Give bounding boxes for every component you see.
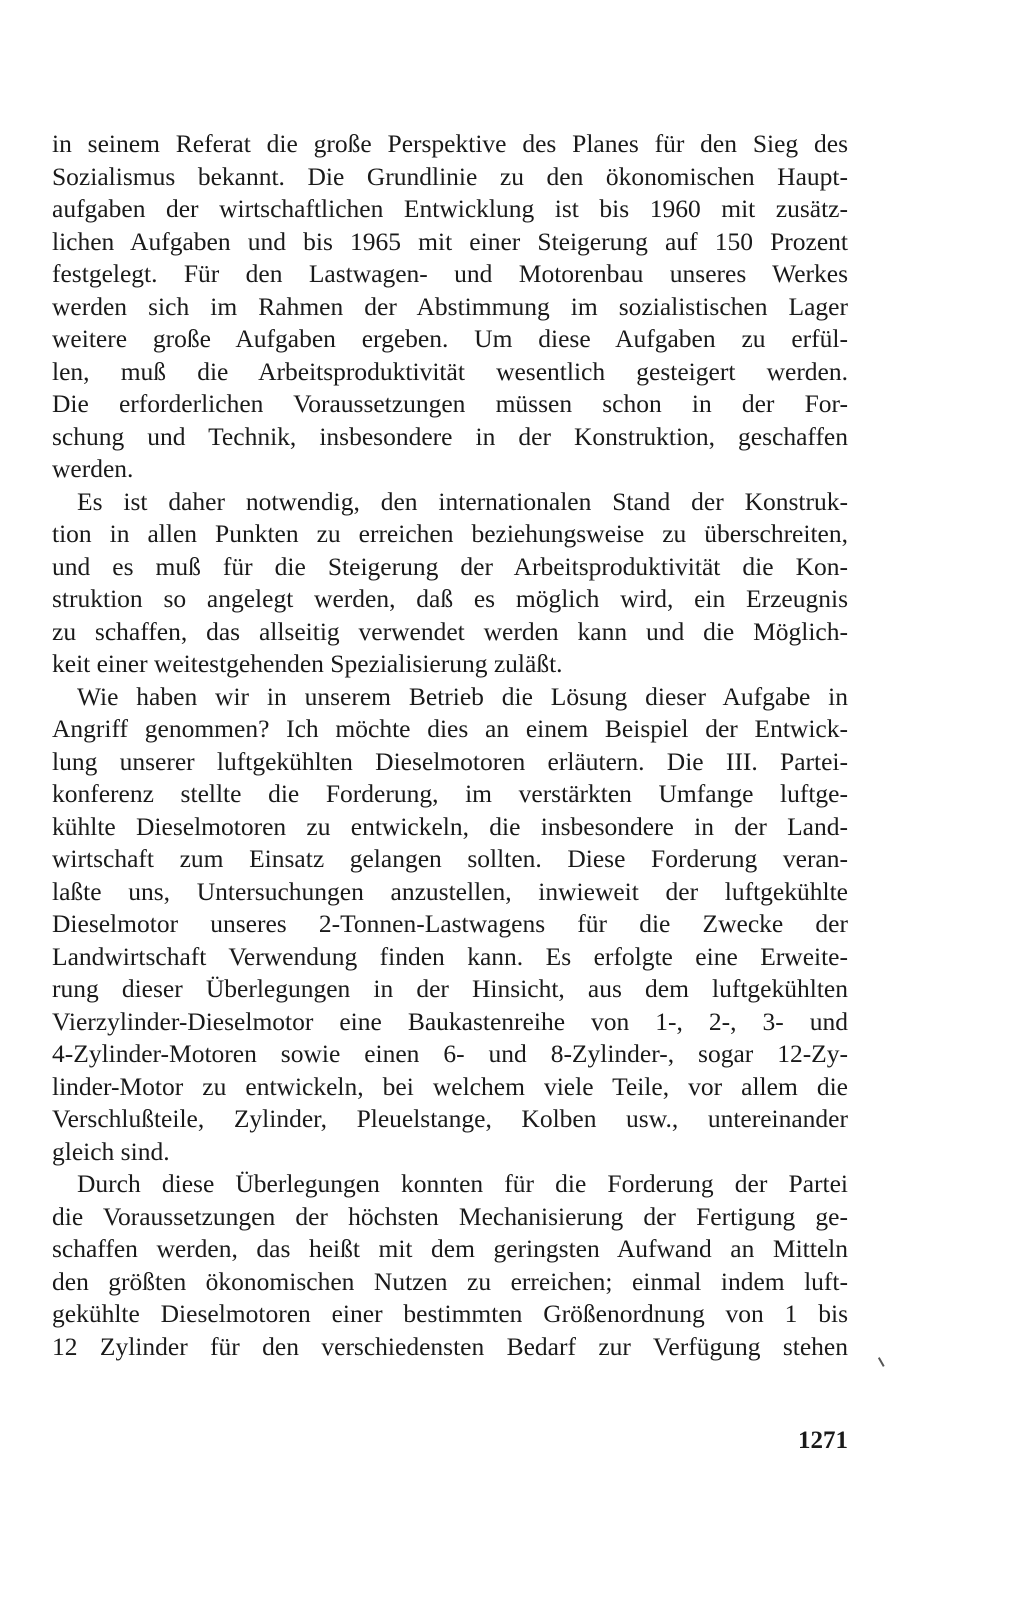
body-text — [52, 128, 848, 1363]
text-line: lichen Aufgaben und bis 1965 mit einer Steigerung auf 150 Prozent — [52, 226, 848, 256]
text-line: linder-Motor zu entwickeln, bei welchem viele Teile, vor allem die — [52, 1071, 848, 1101]
paragraph-3 — [52, 681, 848, 1169]
text-line: 4-Zylinder-Motoren sowie einen 6- und 8-Zylinder-, sogar 12-Zy- — [52, 1039, 848, 1068]
text-line: den größten ökonomischen Nutzen zu erreichen; einmal indem luft- — [52, 1266, 848, 1296]
paragraph-2 — [52, 486, 848, 681]
text-line: gekühlte Dieselmotoren einer bestimmten Größenordnung von 1 bis — [52, 1299, 848, 1328]
text-line: lung unserer luftgekühlten Dieselmotoren erläutern. Die III. Partei- — [52, 746, 848, 776]
text-line: festgelegt. Für den Lastwagen- und Motorenbau unseres Werkes — [52, 259, 848, 288]
text-line: die Voraussetzungen der höchsten Mechanisierung der Fertigung ge- — [52, 1201, 848, 1231]
text-line: Durch diese Überlegungen konnten für die Forderung der Partei — [77, 1169, 848, 1198]
text-line: konferenz stellte die Forderung, im verstärkten Umfange luftge- — [52, 779, 848, 808]
text-line: laßte uns, Untersuchungen anzustellen, inwieweit der luftgekühlte — [52, 876, 848, 906]
text-line: keit einer weitestgehenden Spezialisierung zuläßt. — [52, 649, 563, 678]
text-line: kühlte Dieselmotoren zu entwickeln, die insbesondere in der Land- — [52, 811, 848, 841]
text-line: len, muß die Arbeitsproduktivität wesentlich gesteigert werden. — [52, 356, 848, 386]
text-line: struktion so angelegt werden, daß es möglich wird, ein Erzeugnis — [52, 584, 848, 613]
text-line: aufgaben der wirtschaftlichen Entwicklung ist bis 1960 mit zusätz- — [52, 194, 848, 223]
text-line: tion in allen Punkten zu erreichen beziehungsweise zu überschreiten, — [52, 519, 848, 548]
text-line: gleich sind. — [52, 1136, 170, 1166]
page-number: 1271 — [798, 1427, 848, 1454]
text-line: Angriff genommen? Ich möchte dies an einem Beispiel der Entwick- — [52, 714, 848, 743]
text-line: Es ist daher notwendig, den internationalen Stand der Konstruk- — [77, 486, 848, 516]
text-line: schung und Technik, insbesondere in der Konstruktion, geschaffen — [52, 421, 848, 451]
text-line: wirtschaft zum Einsatz gelangen sollten. Diese Forderung veran- — [52, 844, 848, 873]
text-line: werden. — [52, 454, 134, 483]
text-line: Landwirtschaft Verwendung finden kann. Es erfolgte eine Erweite- — [52, 941, 848, 971]
text-line: Die erforderlichen Voraussetzungen müssen schon in der For- — [52, 389, 848, 418]
text-line: zu schaffen, das allseitig verwendet werden kann und die Möglich- — [52, 616, 848, 646]
stray-mark — [878, 1355, 888, 1367]
text-line: Wie haben wir in unserem Betrieb die Lösung dieser Aufgabe in — [77, 681, 848, 711]
paragraph-4 — [52, 1168, 848, 1363]
text-line: 12 Zylinder für den verschiedensten Bedarf zur Verfügung stehen — [52, 1331, 848, 1361]
text-line: Vierzylinder-Dieselmotor eine Baukastenreihe von 1-, 2-, 3- und — [52, 1006, 848, 1036]
text-line: und es muß für die Steigerung der Arbeitsproduktivität die Kon- — [52, 551, 848, 581]
text-line: rung dieser Überlegungen in der Hinsicht, aus dem luftgekühlten — [52, 974, 848, 1003]
text-line: Sozialismus bekannt. Die Grundlinie zu den ökonomischen Haupt- — [52, 161, 848, 191]
text-line: weitere große Aufgaben ergeben. Um diese Aufgaben zu erfül- — [52, 324, 848, 353]
text-line: schaffen werden, das heißt mit dem geringsten Aufwand an Mitteln — [52, 1234, 848, 1263]
text-line: in seinem Referat die große Perspektive des Planes für den Sieg des — [52, 129, 848, 158]
paragraph-1 — [52, 128, 848, 486]
text-line: werden sich im Rahmen der Abstimmung im sozialistischen Lager — [52, 291, 848, 321]
text-line: Dieselmotor unseres 2-Tonnen-Lastwagens für die Zwecke der — [52, 909, 848, 938]
text-line: Verschlußteile, Zylinder, Pleuelstange, Kolben usw., untereinander — [52, 1104, 848, 1133]
